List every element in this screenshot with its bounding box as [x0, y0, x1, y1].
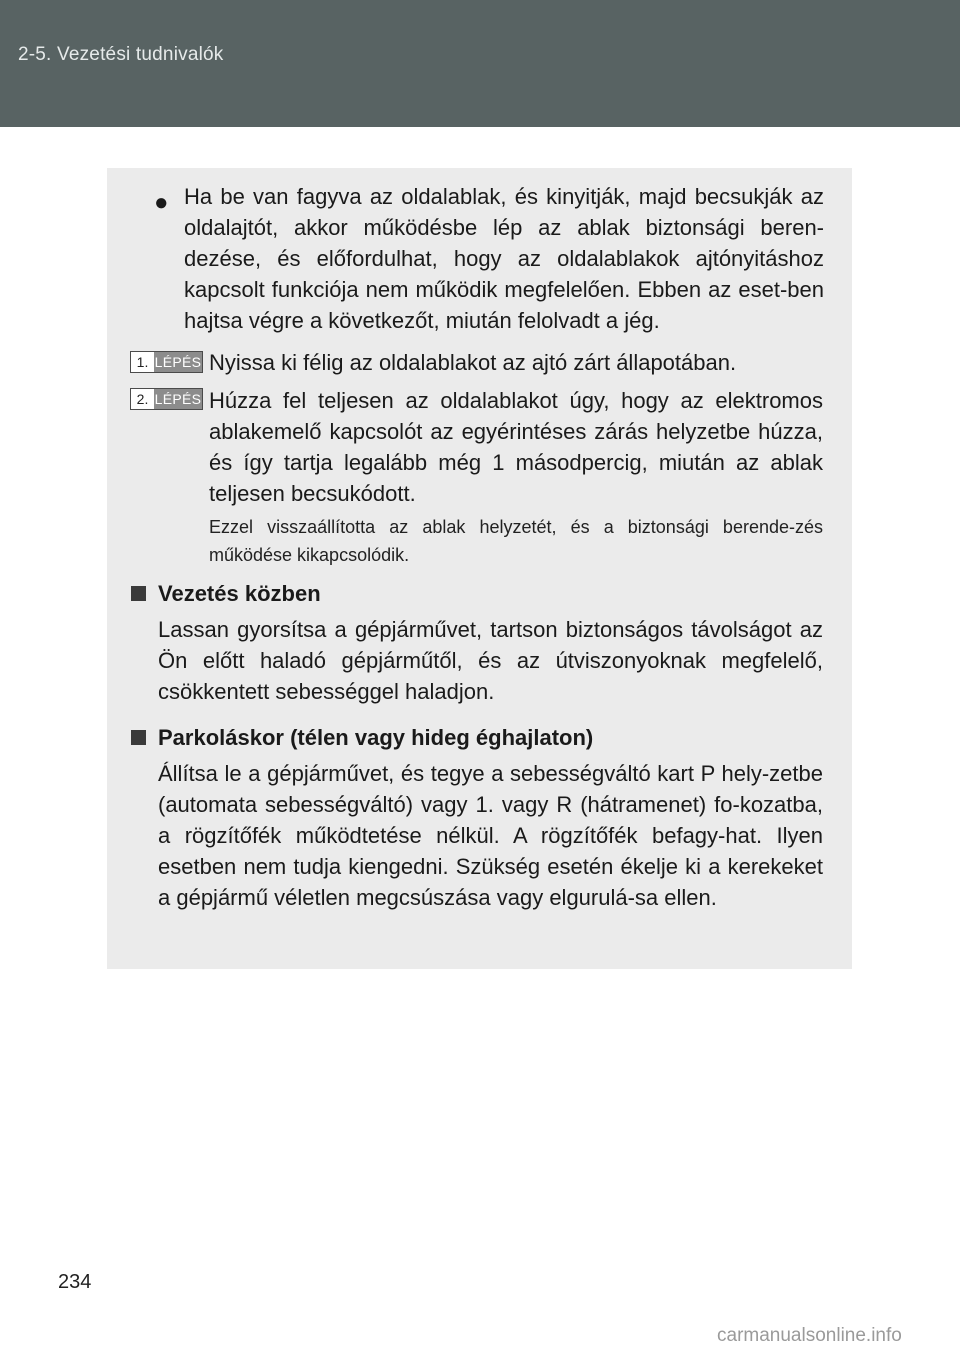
section-body: Lassan gyorsítsa a gépjárművet, tartson biztonságos távolságot az Ön előtt haladó gépjárműtől, és az útviszonyoknak megfelelő, csökkentett sebességgel haladjon.	[158, 617, 823, 704]
page-number: 234	[58, 1271, 92, 1293]
section-title: 2-5. Vezetési tudnivalók	[18, 44, 224, 65]
section-heading: Parkoláskor (télen vagy hideg éghajlaton)	[158, 725, 594, 750]
watermark: carmanualsonline.info	[717, 1325, 902, 1346]
page-header	[0, 0, 960, 127]
square-bullet-icon	[131, 730, 146, 745]
step-1-text: Nyissa ki félig az oldalablakot az ajtó zárt állapotában.	[209, 350, 737, 375]
section-body: Állítsa le a gépjárművet, és tegye a sebességváltó kart P hely-zetbe (automata sebességváltó) vagy 1. vagy R (hátramenet) fo-kozatba, a rögzítőfék működtetése nélkül. A rögzítőfék befagy-hat. Ilyen esetben nem tudja kiengedni. Szükség esetén ékelje ki a kerekeket a gépjármű véletlen megcsúszása vagy elgurulá-sa ellen.	[158, 761, 823, 910]
bullet-dot: ●	[154, 189, 169, 216]
step-note: Ezzel visszaállította az ablak helyzetét, és a biztonsági berende-zés működése kikapcsolódik.	[209, 517, 823, 565]
step-number: 2.	[136, 391, 149, 407]
step-label: LÉPÉS	[154, 391, 202, 407]
square-bullet-icon	[131, 586, 146, 601]
step-2-badge	[130, 388, 203, 410]
step-number: 1.	[136, 354, 149, 370]
step-1-badge	[130, 351, 203, 373]
step-2-text: Húzza fel teljesen az oldalablakot úgy, hogy az elektromos ablakemelő kapcsolót az egyérintéses zárás helyzetbe húzza, és így tartja legalább még 1 másodpercig, miután az ablak teljesen becsukódott.	[209, 388, 823, 506]
step-label: LÉPÉS	[154, 354, 202, 370]
bullet-paragraph: Ha be van fagyva az oldalablak, és kinyitják, majd becsukják az oldalajtót, akkor működésbe lép az ablak biztonsági beren-dezése, és előfordulhat, hogy az oldalablakok ajtónyitáshoz kapcsolt funkciója nem működik megfelelően. Ebben az eset-ben hajtsa végre a következőt, miután felolvadt a jég.	[184, 184, 824, 333]
section-heading: Vezetés közben	[158, 581, 321, 606]
